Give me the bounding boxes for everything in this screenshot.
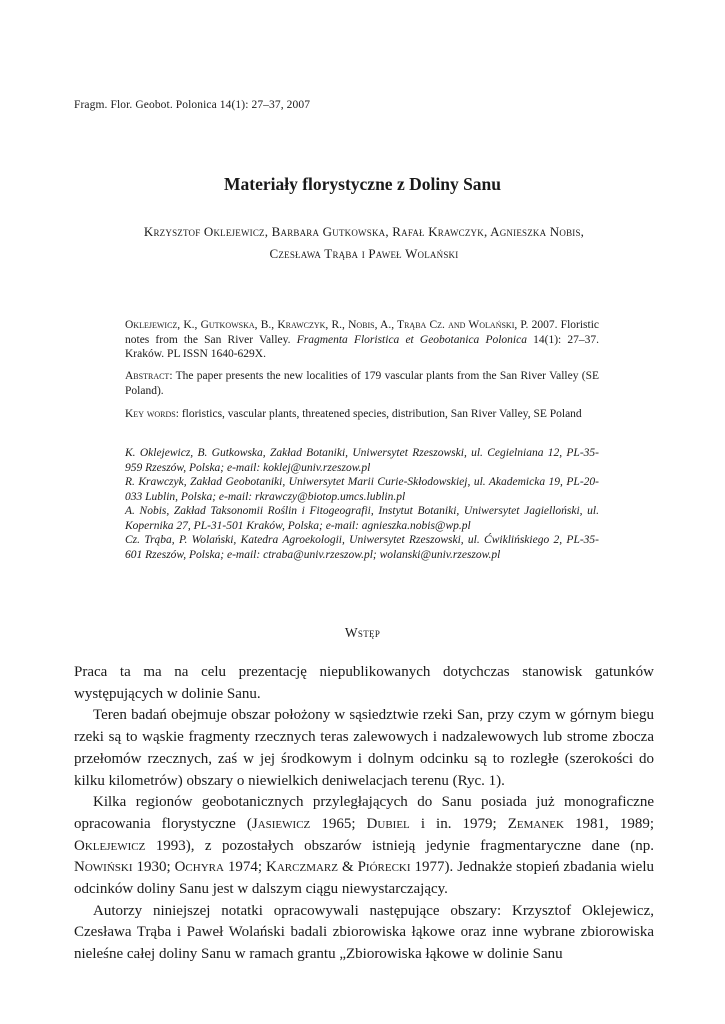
author-line-2: Czesława Trąba i Paweł Wolański: [269, 246, 459, 261]
body-paragraph: Autorzy niniejszej notatki opracowywali następujące obszary: Krzysztof Oklejewicz, Czesława Trąba i Paweł Wolański badali zbiorowiska łąkowe oraz inne wybrane zbiorowiska nieleśne całej doliny Sanu w ramach grantu „Zbiorowiska łąkowe w dolinie Sanu: [74, 902, 654, 963]
body-paragraph: Praca ta ma na celu prezentację niepublikowanych dotychczas stanowisk gatunków występujących w dolinie Sanu.: [74, 664, 654, 702]
keywords-block: [125, 407, 599, 422]
cited-author: Nowiński: [74, 859, 133, 876]
affiliation-entry: K. Oklejewicz, B. Gutkowska, Zakład Botaniki, Uniwersytet Rzeszowski, ul. Cegielniana 12, PL-35-959 Rzeszów, Polska; e-mail: koklej@univ.rzeszow.pl: [125, 447, 599, 474]
affiliation-entry: Cz. Trąba, P. Wolański, Katedra Agroekologii, Uniwersytet Rzeszowski, ul. Ćwiklińskiego 2, PL-35-601 Rzeszów, Polska; e-mail: ctraba@univ.rzeszow.pl; wolanski@univ.rzeszow.pl: [125, 534, 599, 561]
cited-author: Dubiel: [366, 815, 410, 832]
paragraph-text: i in. 1979;: [409, 815, 508, 832]
cited-author: Oklejewicz: [74, 837, 146, 854]
citation-block: [125, 318, 599, 362]
cited-author: Jasiewicz: [251, 815, 311, 832]
citation-journal: Fragmenta Floristica et Geobotanica Polonica: [296, 333, 527, 346]
keywords-label: Key words:: [125, 408, 179, 420]
body-paragraph: [74, 792, 654, 901]
citation-details: 14(1): 27–37. Kraków. PL ISSN 1640-629X.: [125, 333, 600, 360]
section-heading: Wstęp: [344, 625, 381, 640]
journal-reference: Fragm. Flor. Geobot. Polonica 14(1): 27–37, 2007: [74, 99, 311, 111]
abstract-text: The paper presents the new localities of 179 vascular plants from the San River Valley (SE Poland).: [125, 370, 600, 397]
paragraph-text: 1981, 1989;: [563, 815, 654, 832]
paper-title: Materiały florystyczne z Doliny Sanu: [223, 174, 502, 194]
author-list: [70, 221, 658, 265]
body-paragraph: Teren badań obejmuje obszar położony w sąsiedztwie rzeki San, przy czym w górnym biegu rzeki są to wąskie fragmenty rzecznych teras zalewowych i nadzalewowych lub strome zbocza przełomów rzecznych, zaś w jej środkowym i dolnym odcinku są to rozległe (szerokości do kilku kilometrów) obszary o niewielkich deniwelacjach terenu (Ryc. 1).: [74, 707, 654, 789]
citation-title: Floristic notes from the San River Valley.: [125, 319, 600, 346]
body-text: [74, 662, 654, 966]
cited-author: Zemanek: [507, 815, 564, 832]
paragraph-text: 1993), z pozostałych obszarów istnieją jedynie fragmentaryczne dane (np.: [145, 837, 654, 854]
abstract-label: Abstract:: [125, 370, 173, 382]
paragraph-text: 1930;: [132, 859, 175, 876]
cited-author: Ochyra: [174, 859, 224, 876]
paragraph-text: 1977). Jednakże stopień zbadania wielu odcinków doliny Sanu jest w dalszym ciągu niewystarczający.: [74, 859, 654, 898]
abstract-block: [125, 369, 599, 398]
cited-author: Karczmarz & Piórecki: [266, 859, 411, 876]
affiliations-block: [125, 446, 599, 562]
paragraph-text: 1974;: [223, 859, 267, 876]
paragraph-text: 1965;: [310, 815, 367, 832]
paragraph-text: Kilka regionów geobotanicznych przyległających do Sanu posiada już monograficzne opracowania florystyczne (: [74, 794, 654, 832]
keywords-text: floristics, vascular plants, threatened species, distribution, San River Valley, SE Poland: [181, 408, 582, 420]
affiliation-entry: R. Krawczyk, Zakład Geobotaniki, Uniwersytet Marii Curie-Skłodowskiej, ul. Akademicka 19, PL-20-033 Lublin, Polska; e-mail: rkrawczy@biotop.umcs.lublin.pl: [125, 476, 599, 503]
citation-authors: Oklejewicz, K., Gutkowska, B., Krawczyk, R., Nobis, A., Trąba Cz. and Wolański, P. 2007.: [125, 319, 558, 331]
author-line-1: Krzysztof Oklejewicz, Barbara Gutkowska, Rafał Krawczyk, Agnieszka Nobis,: [143, 224, 585, 239]
affiliation-entry: A. Nobis, Zakład Taksonomii Roślin i Fitogeografii, Instytut Botaniki, Uniwersytet Jagielloński, ul. Kopernika 27, PL-31-501 Kraków, Polska; e-mail: agnieszka.nobis@wp.pl: [125, 505, 599, 532]
